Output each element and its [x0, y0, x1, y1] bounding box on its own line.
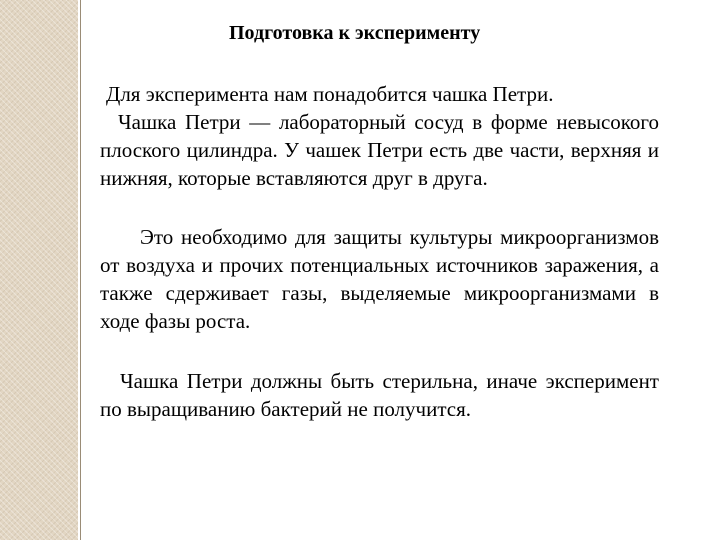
- slide-title: Подготовка к эксперименту: [229, 22, 481, 44]
- paragraph-petri-dish-description: Чашка Петри — лабораторный сосуд в форме невысокого плоского цилиндра. У чашек Петри есть две части, верхняя и нижняя, которые вставляются друг в друга.: [100, 110, 659, 190]
- decorative-side-band: [0, 0, 78, 540]
- paragraph-protection-purpose: Это необходимо для защиты культуры микроорганизмов от воздуха и прочих потенциальных источников заражения, а также сдерживает газы, выделяемые микроорганизмами в ходе фазы роста.: [100, 225, 659, 333]
- intro-text: Для эксперимента нам понадобится чашка Петри.: [106, 82, 554, 106]
- paragraph-sterility-requirement: Чашка Петри должны быть стерильна, иначе эксперимент по выращиванию бактерий не получится.: [100, 369, 659, 421]
- side-divider-line: [80, 0, 81, 540]
